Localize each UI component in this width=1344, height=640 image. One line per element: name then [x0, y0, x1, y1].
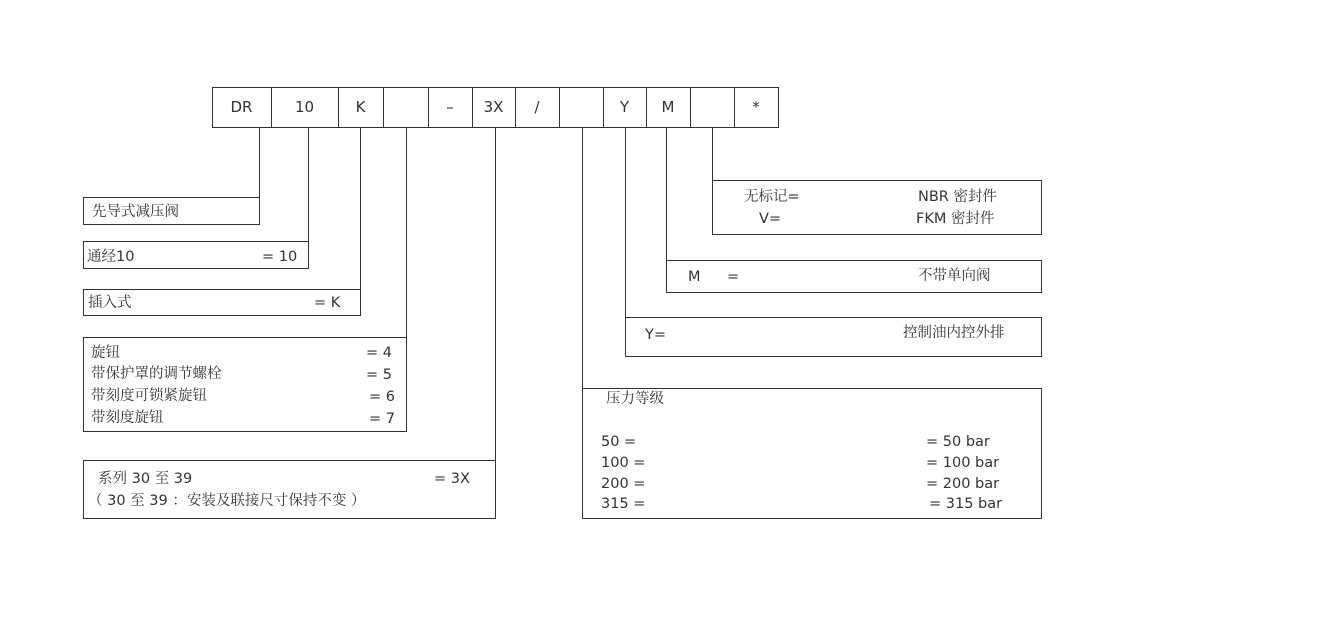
- series-note: （ 30 至 39 ：安装及联接尺寸保持不变 ）: [88, 493, 366, 509]
- code-cell: /: [534, 98, 540, 116]
- pressure-value: = 200 bar: [926, 476, 1000, 492]
- code-cell: M: [661, 98, 675, 116]
- pressure-title: 压力等级: [606, 391, 664, 407]
- adjust-label: 带刻度可锁紧旋钮: [91, 388, 207, 404]
- series-box: [83, 460, 496, 519]
- pressure-value: = 315 bar: [929, 496, 1003, 512]
- check-valve-eq: =: [727, 269, 740, 285]
- adjust-label: 带刻度旋钮: [91, 410, 164, 426]
- code-cell: K: [355, 98, 366, 116]
- code-cell: 10: [294, 98, 315, 116]
- pilot-oil-box: [625, 317, 1042, 357]
- pressure-value: = 100 bar: [926, 455, 1000, 471]
- size-box: [83, 241, 309, 269]
- code-cell: 3X: [483, 98, 504, 116]
- check-valve-box: [666, 260, 1042, 293]
- mount-box: [83, 289, 361, 316]
- adjust-label: 旋钮: [91, 345, 120, 361]
- code-cell: [559, 87, 603, 127]
- seal-value: NBR 密封件: [918, 189, 997, 205]
- size-value: = 10: [262, 249, 298, 265]
- pilot-oil-label: Y=: [645, 327, 667, 343]
- pressure-label: 315 =: [601, 496, 646, 512]
- seal-label: V=: [759, 211, 782, 227]
- pressure-value: = 50 bar: [926, 434, 990, 450]
- mount-value: = K: [314, 295, 341, 311]
- adjust-box: [83, 337, 407, 432]
- pressure-label: 50 =: [601, 434, 637, 450]
- code-cell: DR: [230, 98, 253, 116]
- adjust-label: 带保护罩的调节螺栓: [91, 366, 222, 382]
- code-cell: –: [446, 98, 454, 116]
- code-cell: Y: [619, 98, 630, 116]
- adjust-value: = 6: [369, 389, 395, 405]
- adjust-value: = 7: [369, 411, 395, 427]
- code-cell: [383, 87, 428, 127]
- check-valve-label: M: [688, 269, 701, 285]
- pressure-label: 100 =: [601, 455, 646, 471]
- size-label: 通经10: [87, 249, 135, 265]
- type-box: [83, 197, 260, 225]
- series-label: 系列 30 至 39: [98, 471, 193, 487]
- pressure-label: 200 =: [601, 476, 646, 492]
- series-value: = 3X: [434, 471, 470, 487]
- seal-value: FKM 密封件: [916, 211, 995, 227]
- pressure-box: [582, 388, 1042, 519]
- adjust-value: = 5: [366, 367, 392, 383]
- mount-label: 插入式: [88, 295, 132, 311]
- seal-box: [712, 180, 1042, 235]
- code-cell: [690, 87, 734, 127]
- adjust-value: = 4: [366, 345, 392, 361]
- seal-label: 无标记=: [744, 189, 800, 205]
- pilot-oil-value: 控制油内控外排: [903, 325, 1005, 341]
- code-cell: *: [752, 98, 760, 116]
- check-valve-value: 不带单向阀: [918, 268, 991, 284]
- type-label: 先导式减压阀: [92, 204, 179, 220]
